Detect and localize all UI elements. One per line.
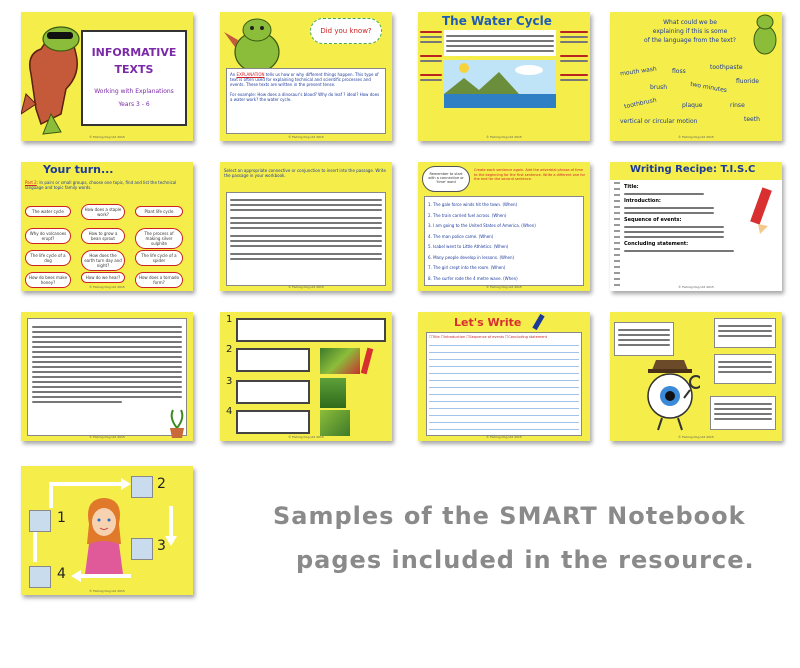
copyright-footer: © Fishing Dog Ltd 2015 (89, 435, 125, 439)
sentence: 6. Many people develop in lessons. (When) (428, 254, 515, 260)
word-toothbrush: toothbrush (623, 96, 658, 111)
copyright-footer: © Fishing Dog Ltd 2015 (288, 435, 324, 439)
question-text: What could we be explaining if this is some of the language from the text? (644, 19, 736, 44)
word-toothpaste: toothpaste (710, 64, 743, 71)
title-box (81, 30, 187, 126)
topic-pill: How does a staple work? (81, 204, 125, 220)
topic-pill: How does the earth turn day and night? (81, 250, 125, 271)
word-teeth: teeth (744, 116, 760, 123)
topic-pill: The life cycle of a dog (25, 250, 71, 266)
your-turn-instructions: Part 2: In pairs or small groups, choose one topic, find and list the technical language and topic family words. (25, 180, 177, 190)
slide-sequence-cycle (21, 466, 193, 595)
copyright-footer: © Fishing Dog Ltd 2015 (678, 435, 714, 439)
step-box-1 (29, 510, 51, 532)
writing-recipe-title: Writing Recipe: T.I.S.C (630, 164, 756, 175)
topic-pill: The water cycle (25, 206, 71, 217)
slide-your-turn (21, 162, 193, 291)
left-notes (420, 28, 442, 84)
topic-pill: The process of making silver sulphite (135, 228, 183, 249)
topic-pill: How do bees make honey? (25, 272, 71, 288)
title-line-2: TEXTS (114, 63, 154, 76)
slide-connectives (220, 162, 392, 291)
step-box-4 (29, 566, 51, 588)
title-line-1: INFORMATIVE (91, 46, 177, 59)
slide-language-words (610, 12, 782, 141)
subtitle: Working with Explanations (94, 88, 174, 95)
topic-pill: Why do volcanoes erupt? (25, 228, 71, 244)
slide-detective-eye (610, 312, 782, 441)
word-brush: brush (650, 84, 668, 91)
topic-pill: Plant life cycle (135, 206, 183, 217)
word-mouth-wash: mouth wash (619, 65, 658, 78)
flytrap-photo-1 (320, 348, 360, 374)
girl-illustration (79, 494, 129, 574)
sentence: 2. The train carried fuel across. (When) (428, 212, 507, 218)
caption-line-1: Samples of the SMART Notebook (273, 502, 746, 530)
recipe-items: Title: Introduction: Sequence of events: Concluding statement: (624, 184, 744, 255)
sequence-box-2 (236, 348, 310, 372)
sentence: 5. Isabel went to Little Athletics. (When) (428, 244, 509, 249)
instruction-box-left (614, 322, 674, 356)
copyright-footer: © Fishing Dog Ltd 2015 (89, 135, 125, 139)
water-cycle-text (444, 30, 556, 56)
copyright-footer: © Fishing Dog Ltd 2015 (486, 285, 522, 289)
topic-pill: How does a tornado form? (135, 272, 183, 288)
copyright-footer: © Fishing Dog Ltd 2015 (486, 435, 522, 439)
number-3: 3 (157, 538, 166, 554)
slide-lets-write (418, 312, 590, 441)
topic-pill: How do we hear? (81, 272, 125, 283)
slide-sequence-photos (220, 312, 392, 441)
water-cycle-diagram (444, 60, 556, 108)
sentence: 7. The girl crept into the room. (When) (428, 265, 506, 270)
reminder-bubble: Remember to start with a connective or 'time' word (422, 166, 470, 192)
word-vertical-motion: vertical or circular motion (620, 118, 698, 125)
writing-area (426, 332, 582, 436)
sentence: 4. The man police came. (When) (428, 233, 494, 239)
did-you-know-bubble: Did you know? (310, 18, 382, 44)
copyright-footer: © Fishing Dog Ltd 2015 (288, 285, 324, 289)
instruction-box-right-3 (710, 396, 776, 430)
slide-writing-recipe (610, 162, 782, 291)
slide-venus-flytrap-text (21, 312, 193, 441)
passage-box (226, 192, 386, 286)
instruction-box-right-1 (714, 318, 776, 348)
eyeball-detective-icon (640, 352, 700, 432)
pencil-icon (748, 184, 778, 234)
tisc-checkboxes: ☐Title ☐Introduction ☐Sequence of events ☐Concluding statement (429, 335, 547, 339)
copyright-footer: © Fishing Dog Ltd 2015 (486, 135, 522, 139)
lets-write-title: Let's Write (454, 316, 522, 329)
number-2: 2 (226, 344, 233, 355)
flytrap-photo-3 (320, 410, 350, 436)
number-2: 2 (157, 476, 166, 492)
copyright-footer: © Fishing Dog Ltd 2015 (89, 589, 125, 593)
number-1: 1 (226, 314, 233, 325)
sequence-box-3 (236, 380, 310, 404)
your-turn-title: Your turn... (43, 163, 114, 176)
copyright-footer: © Fishing Dog Ltd 2015 (678, 135, 714, 139)
spiral-binding (614, 182, 620, 287)
sentence: 1. The gale force winds hit the town. (When) (428, 202, 518, 207)
explanation-text: An EXPLANATION tells us how or why different things happen. This type of text is often used for explaining technical and scientific processes and events. These texts are written in the present tense. For example: How does a dinosaur's blood? Why do leaf ? ideal? How does a water work? the water cycle. (226, 68, 386, 134)
number-1: 1 (57, 510, 66, 526)
number-4: 4 (226, 406, 233, 417)
number-3: 3 (226, 376, 233, 387)
number-4: 4 (57, 566, 66, 582)
word-two-minutes: two minutes (689, 80, 728, 95)
topic-pill: The life cycle of a spider (135, 250, 183, 266)
slide-water-cycle (418, 12, 590, 141)
word-plaque: plaque (682, 102, 703, 109)
pencil-icon (532, 314, 544, 330)
flytrap-passage (27, 318, 187, 436)
word-fluoride: fluoride (736, 78, 759, 85)
connectives-instructions: Select an appropriate connective or conjunction to insert into the passage. Write the passage in your workbook. (224, 168, 386, 178)
caption-line-2: pages included in the resource. (296, 546, 755, 574)
slide-adverbial-phrases (418, 162, 590, 291)
slide-informative-texts (21, 12, 193, 141)
years: Years 3 - 6 (118, 101, 150, 108)
pencil-icon (361, 348, 374, 375)
sequence-box-1 (236, 318, 386, 342)
sentence: 8. The surfer rode the 4 metre wave. (When) (428, 275, 518, 281)
step-box-2 (131, 476, 153, 498)
sentence-list (424, 196, 584, 286)
dragon-illustration (750, 12, 780, 57)
word-rinse: rinse (730, 102, 745, 109)
topic-pill: How to grow a bean sprout (81, 228, 125, 244)
flytrap-photo-2 (320, 378, 346, 408)
slide-did-you-know (220, 12, 392, 141)
copyright-footer: © Fishing Dog Ltd 2015 (89, 285, 125, 289)
sentence: 3. I am going to the United States of America. (When) (428, 223, 536, 228)
copyright-footer: © Fishing Dog Ltd 2015 (288, 135, 324, 139)
copyright-footer: © Fishing Dog Ltd 2015 (678, 285, 714, 289)
instruction-box-right-2 (714, 354, 776, 384)
adverbial-instructions: Create each sentence again. Add the adverbial phrase of time to the beginning for the first sentence. Write a different one for the end for the second sentence. (474, 168, 586, 181)
word-floss: floss (672, 68, 686, 75)
step-box-3 (131, 538, 153, 560)
sequence-box-4 (236, 410, 310, 434)
right-notes (560, 28, 588, 84)
water-cycle-title: The Water Cycle (442, 14, 552, 28)
plant-pot-icon (167, 408, 187, 438)
